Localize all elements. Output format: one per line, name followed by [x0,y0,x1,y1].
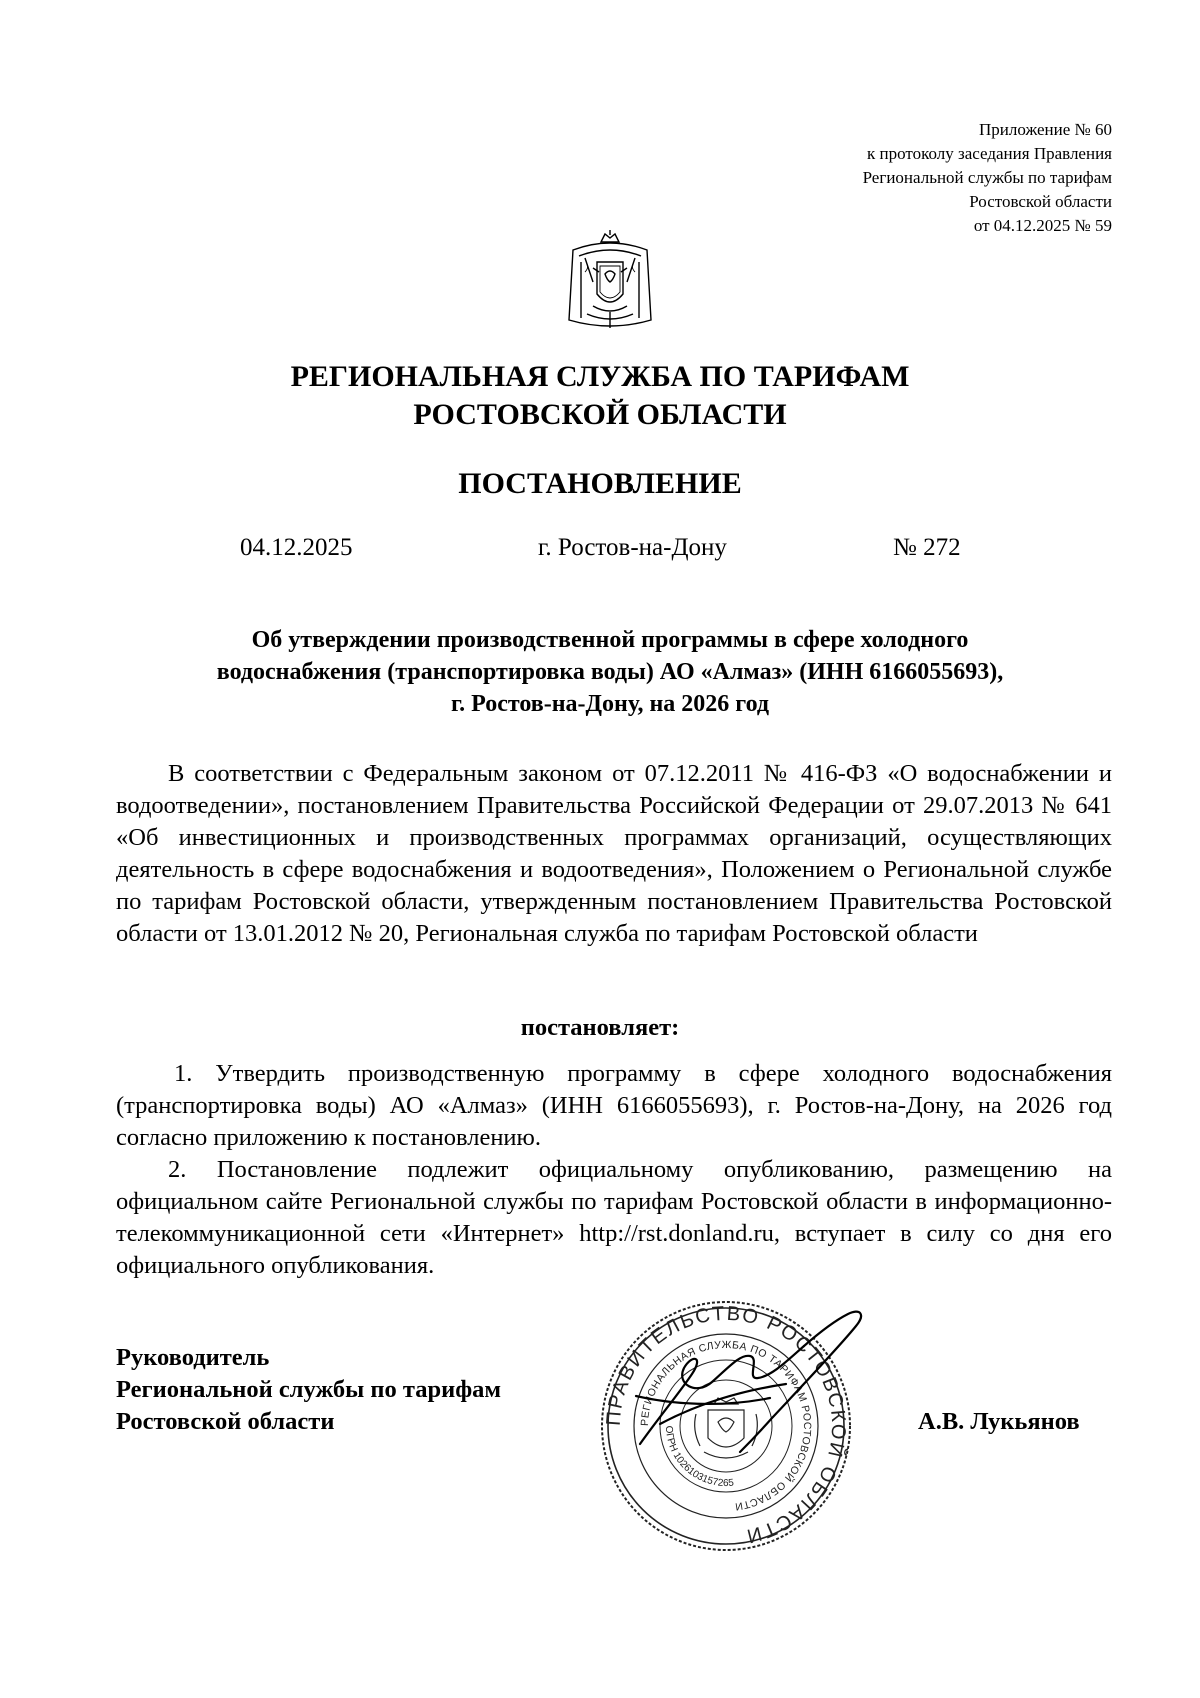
signer-position-line-2: Региональной службы по тарифам [116,1376,502,1403]
preamble [116,758,1112,950]
coat-of-arms-icon [563,228,657,336]
resolution-items [116,1058,1112,1282]
document-type: ПОСТАНОВЛЕНИЕ [458,467,742,500]
decides-heading: постановляет: [520,1014,680,1041]
subject-line-1: Об утверждении производственной программы в сфере холодного [251,627,969,653]
resolution-item-1: 1. Утвердить производственную программу в сфере холодного водоснабжения (транспортировка воды) АО «Алмаз» (ИНН 6166055693), г. Ростов-на-Дону, на 2026 год согласно приложению к постановлению. [116,1060,1112,1151]
seal-outer-text: ПРАВИТЕЛЬСТВО РОСТОВСКОЙ ОБЛАСТИ [602,1302,850,1548]
subject-line-3: г. Ростов-на-Дону, на 2026 год [450,691,770,717]
signer-name: А.В. Лукьянов [918,1408,1080,1435]
seal-ogrn-text: ОГРН 1026103157265 [662,1425,735,1490]
organization-title [0,358,1200,434]
appendix-line-5: от 04.12.2025 № 59 [973,216,1112,235]
document-city: г. Ростов-на-Дону [538,534,727,561]
appendix-note [863,118,1112,238]
handwritten-signature-icon [600,1296,900,1496]
signer-position-line-3: Ростовской области [116,1408,335,1435]
document-subject [120,624,1100,720]
signer-position-line-1: Руководитель [116,1344,270,1371]
document-number: № 272 [893,534,961,561]
signer-position [116,1342,501,1438]
organization-title-line-1: РЕГИОНАЛЬНАЯ СЛУЖБА ПО ТАРИФАМ [290,360,910,393]
organization-title-line-2: РОСТОВСКОЙ ОБЛАСТИ [413,398,787,431]
appendix-line-1: Приложение № 60 [979,120,1112,139]
appendix-line-3: Региональной службы по тарифам [862,168,1112,187]
document-date: 04.12.2025 [240,534,353,561]
subject-line-2: водоснабжения (транспортировка воды) АО «Алмаз» (ИНН 6166055693), [216,659,1004,685]
seal-inner-text: РЕГИОНАЛЬНАЯ СЛУЖБА ПО ТАРИФАМ РОСТОВСКОЙ ОБЛАСТИ [638,1338,814,1513]
preamble-paragraph: В соответствии с Федеральным законом от 07.12.2011 № 416-ФЗ «О водоснабжении и водоотведении», постановлением Правительства Российской Федерации от 29.07.2013 № 641 «Об инвестиционных и производственных программах организаций, осуществляющих деятельность в сфере водоснабжения и водоотведения», Положением о Региональной службе по тарифам Ростовской области, утвержденным постановлением Правительства Ростовской области от 13.01.2012 № 20, Региональная служба по тарифам Ростовской области [116,760,1112,947]
resolution-item-2: 2. Постановление подлежит официальному опубликованию, размещению на официальном сайте Региональной службы по тарифам Ростовской области в информационно-телекоммуникационной сети «Интернет» http://rst.donland.ru, вступает в силу со дня его официального опубликования. [116,1156,1112,1279]
appendix-line-2: к протоколу заседания Правления [867,144,1112,163]
appendix-line-4: Ростовской области [969,192,1112,211]
